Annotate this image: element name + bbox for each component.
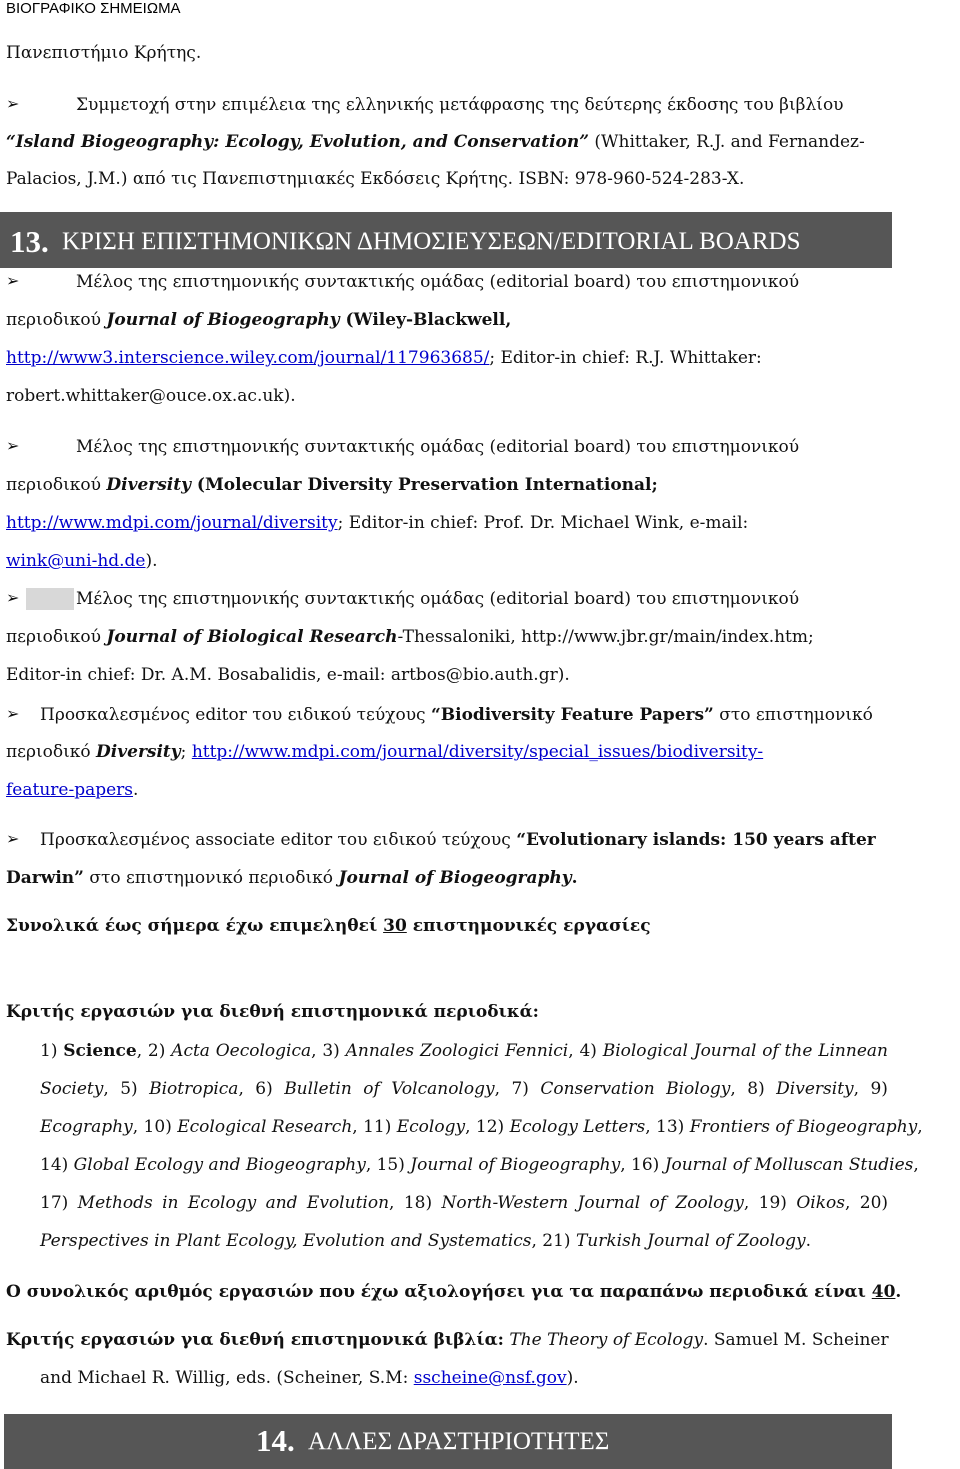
reviewer-journals-line: 14) Global Ecology and Biogeography, 15) Journal of Biogeography, 16) Journal of Molluscan Studies, [40,1155,919,1175]
guest-suffix: στο επιστημονικό [713,705,873,725]
reviewer-journals-line: 17) Methods in Ecology and Evolution, 18) North-Western Journal of Zoology, 19) Oikos, 20) [40,1193,889,1213]
guest-prefix: Προσκαλεσμένος editor του ειδικού τεύχους [40,705,431,725]
bullet-arrow-icon: ➢ [6,588,20,607]
board-member-text: Μέλος της επιστημονικής συντακτικής ομάδας (editorial board) του επιστημονικού [76,272,800,292]
total-reviewed-suffix: . [895,1282,902,1302]
journal-name: Ecography [40,1117,133,1137]
editor-email-line [6,550,158,572]
guest-journal-line [6,867,578,889]
book-review-line [6,1329,889,1351]
highlight-mark [26,588,74,610]
journal-name: Methods in Ecology and Evolution [77,1193,390,1213]
journal-name: Oikos [796,1193,845,1213]
reviewer-journals-line: Ecography, 10) Ecological Research, 11) Ecology, 12) Ecology Letters, 13) Frontiers of Biogeography, [40,1117,923,1137]
journal-name: Society [40,1079,104,1099]
bullet-arrow-icon: ➢ [6,271,20,290]
journal-name: Journal of Biogeography [106,310,340,330]
journal-name: Journal of Biogeography [338,868,572,888]
board-member-text: Μέλος της επιστημονικής συντακτικής ομάδας (editorial board) του επιστημονικού [76,437,800,457]
journal-prefix: περιοδικού [6,310,107,330]
journal-url-link[interactable]: http://www3.interscience.wiley.com/journal/117963685/ [6,348,490,368]
journal-publisher: (Wiley-Blackwell, [339,310,512,330]
reviewer-journals-line: Society, 5) Biotropica, 6) Bulletin of Volcanology, 7) Conservation Biology, 8) Diversity, 9) [40,1079,888,1099]
book-title: The Theory of Ecology [509,1330,704,1350]
total-edited [6,915,651,937]
guest-url-line [6,779,138,801]
journal-name: Science [63,1041,137,1061]
total-edited-prefix: Συνολικά έως σήμερα έχω επιμεληθεί [6,916,384,936]
journal-name: Ecology [396,1117,466,1137]
editor-email: robert.whittaker@ouce.ox.ac.uk). [6,386,296,406]
board-journal-line [6,626,814,648]
journal-name: North-Western Journal of Zoology [441,1193,744,1213]
bullet-arrow-icon: ➢ [6,436,20,455]
intro-line: Πανεπιστήμιο Κρήτης. [6,43,202,63]
section-title: ΚΡΙΣΗ ΕΠΙΣΤΗΜΟΝΙΚΩΝ ΔΗΜΟΣΙΕΥΣΕΩΝ/EDITORIAL BOARDS [62,228,801,255]
guest-editor-line [40,829,876,851]
journal-prefix: περιοδικού [6,627,107,647]
book-publisher-line: Palacios, J.M.) από τις Πανεπιστημιακές Εκδόσεις Κρήτης. ISBN: 978-960-524-283-X. [6,169,745,189]
journal-name: Perspectives in Plant Ecology, Evolution and Systematics [40,1231,532,1251]
reviewer-heading: Κριτής εργασιών για διεθνή επιστημονικά περιοδικά: [6,1002,539,1022]
journal-name: Turkish Journal of Zoology [575,1231,806,1251]
bullet-arrow-icon: ➢ [6,704,20,723]
board-journal-line [6,309,511,331]
separator: ; [180,742,192,762]
guest-prefix: Προσκαλεσμένος associate editor του ειδικού τεύχους [40,830,517,850]
journal-prefix: περιοδικό [6,742,97,762]
special-issue-url-link-cont[interactable]: feature-papers [6,780,134,800]
board-journal-line [6,474,658,496]
journal-name: Ecological Research [177,1117,353,1137]
closing: ). [566,1368,579,1388]
section-number: 13. [10,224,49,259]
section-13-banner [0,212,892,268]
journal-name: Bulletin of Volcanology [284,1079,495,1099]
journal-editor: ; Editor-in chief: Prof. Dr. Michael Wink, e-mail: [337,513,749,533]
book-line [6,131,865,153]
section-title: ΑΛΛΕΣ ΔΡΑΣΤΗΡΙΟΤΗΤΕΣ [308,1428,610,1455]
guest-editor-line [40,704,873,726]
editor-email-link[interactable]: wink@uni-hd.de [6,551,146,571]
bullet-arrow-icon: ➢ [6,829,20,848]
total-reviewed [6,1281,901,1303]
guest-mid: στο επιστημονικό περιοδικό [83,868,339,888]
journal-name: Frontiers of Biogeography [689,1117,918,1137]
journal-name: Diversity [776,1079,854,1099]
editor-email-link[interactable]: sscheine@nsf.gov [413,1368,567,1388]
reviewer-journals-line: 1) Science, 2) Acta Oecologica, 3) Annales Zoologici Fennici, 4) Biological Journal of the Linnean [40,1041,888,1061]
guest-journal-line [6,741,763,763]
page-header: ΒΙΟΓΡΑΦΙΚΟ ΣΗΜΕΙΩΜΑ [6,0,181,17]
journal-url-link[interactable]: http://www.mdpi.com/journal/diversity [6,513,338,533]
journal-name: Biological Journal of the Linnean [602,1041,888,1061]
total-reviewed-prefix: Ο συνολικός αριθμός εργασιών που έχω αξιολογήσει για τα παραπάνω περιοδικά είναι [6,1282,872,1302]
intro-item-text: Συμμετοχή στην επιμέλεια της ελληνικής μετάφρασης της δεύτερης έκδοσης του βιβλίου [76,95,844,115]
board-member-text: Μέλος της επιστημονικής συντακτικής ομάδας (editorial board) του επιστημονικού [76,589,800,609]
total-edited-count: 30 [383,916,407,936]
journal-name: Journal of Molluscan Studies [664,1155,914,1175]
journal-editor: Editor-in chief: Dr. A.M. Bosabalidis, e-mail: artbos@bio.auth.gr). [6,665,570,685]
section-number: 14. [256,1423,295,1458]
book-authors: (Whittaker, R.J. and Fernandez- [589,132,865,152]
special-issue-url-link[interactable]: http://www.mdpi.com/journal/diversity/special_issues/biodiversity- [191,742,764,762]
board-url-line [6,512,748,534]
journal-name: Diversity [106,475,191,495]
total-edited-suffix: επιστημονικές εργασίες [406,916,651,936]
period: . [133,780,139,800]
journal-name: Acta Oecologica [171,1041,312,1061]
period: . [571,868,578,888]
bullet-arrow-icon: ➢ [6,94,20,113]
book-title: “Island Biogeography: Ecology, Evolution, and Conservation” [6,132,590,152]
journal-publisher: (Molecular Diversity Preservation International; [191,475,658,495]
journal-prefix: περιοδικού [6,475,107,495]
journal-name: Diversity [96,742,181,762]
special-issue-title: “Biodiversity Feature Papers” [430,705,714,725]
book-review-label: Κριτής εργασιών για διεθνή επιστημονικά βιβλία: [6,1330,504,1350]
journal-name: Biotropica [149,1079,239,1099]
board-url-line [6,347,762,369]
journal-name: Ecology Letters [509,1117,646,1137]
journal-name: Journal of Biological Research [106,627,398,647]
book-editors-cont: and Michael R. Willig, eds. (Scheiner, S.M: [40,1368,414,1388]
section-14-banner [4,1414,892,1469]
special-issue-title-cont: Darwin” [6,868,84,888]
special-issue-title: “Evolutionary islands: 150 years after [516,830,876,850]
journal-name: Journal of Biogeography [410,1155,621,1175]
book-editors: . Samuel M. Scheiner [703,1330,889,1350]
journal-rest: -Thessaloniki, http://www.jbr.gr/main/index.htm; [397,627,814,647]
book-review-line-2 [40,1367,579,1389]
journal-name: Global Ecology and Biogeography [73,1155,366,1175]
journal-name: Annales Zoologici Fennici [345,1041,569,1061]
journal-editor: ; Editor-in chief: R.J. Whittaker: [489,348,762,368]
reviewer-journals-line: Perspectives in Plant Ecology, Evolution and Systematics, 21) Turkish Journal of Zoology. [40,1231,812,1251]
journal-name: Conservation Biology [540,1079,731,1099]
closing-paren: ). [145,551,158,571]
total-reviewed-count: 40 [871,1282,896,1302]
